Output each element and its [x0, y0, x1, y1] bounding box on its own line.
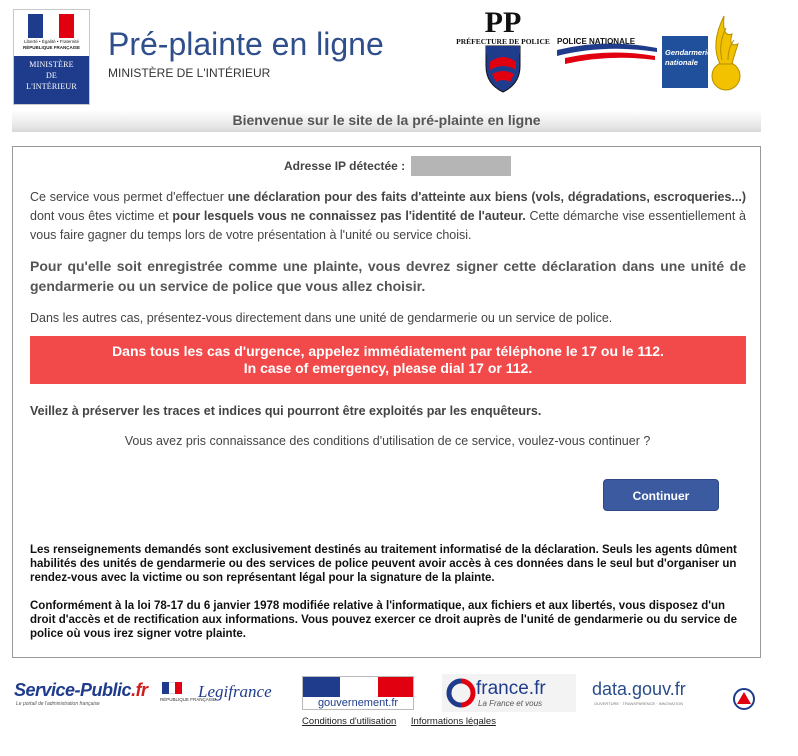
grenade-flame-icon — [662, 14, 748, 100]
france-fr-logo[interactable] — [442, 674, 576, 712]
page-title: Pré-plainte en ligne — [108, 26, 384, 62]
gendarmerie-text: nationale — [665, 58, 698, 67]
tricolor-bar-icon — [303, 677, 414, 697]
welcome-heading: Bienvenue sur le site de la pré-plainte en ligne — [232, 112, 541, 128]
main-content-box — [12, 146, 761, 658]
legifrance-logo[interactable] — [156, 680, 280, 710]
intro-paragraph — [30, 188, 746, 245]
prefecture-logo-text: PRÉFECTURE DE POLICE — [456, 37, 550, 46]
emergency-text-en: In case of emergency, please dial 17 or 112. — [243, 360, 533, 376]
legifrance-sub: RÉPUBLIQUE FRANÇAISE — [160, 697, 217, 702]
other-cases-text: Dans les autres cas, présentez-vous directement dans une unité de gendarmerie ou un service de police. — [30, 311, 613, 325]
svg-text:PP: PP — [484, 6, 522, 39]
page-subtitle: MINISTÈRE DE L'INTÉRIEUR — [108, 66, 271, 80]
intro-text: dont vous êtes victime et — [30, 209, 173, 223]
ip-address-value-redacted — [411, 156, 511, 176]
police-logo-text: POLICE NATIONALE — [557, 37, 636, 46]
france-fr-sub: La France et vous — [478, 699, 543, 708]
gouvernement-logo[interactable] — [302, 676, 414, 710]
prefecture-emblem-icon — [452, 4, 554, 96]
gouvernement-text: gouvernement.fr — [317, 697, 399, 709]
civil-protection-logo[interactable] — [733, 688, 755, 710]
legifrance-text: Legifrance — [198, 682, 272, 701]
ministry-motto — [14, 39, 89, 51]
emergency-text-fr: Dans tous les cas d'urgence, appelez immédiatement par téléphone le 17 ou le 112. — [112, 343, 664, 359]
republic-line: RÉPUBLIQUE FRANÇAISE — [22, 45, 80, 50]
police-swoosh-icon — [555, 28, 660, 68]
emergency-banner — [30, 336, 746, 384]
france-fr-text: france.fr — [476, 678, 546, 699]
service-public-tld: .fr — [131, 680, 148, 700]
service-public-tagline: Le portail de l'administration française — [16, 701, 100, 707]
page-header — [0, 0, 798, 112]
ministry-name-line: DE — [45, 71, 58, 80]
gendarmerie-logo[interactable] — [662, 14, 748, 100]
motto-line: Liberté • Égalité • Fraternité — [24, 39, 79, 44]
ip-address-label: Adresse IP détectée : — [284, 159, 406, 173]
legal-notice-data-use: Les renseignements demandés sont exclusivement destinés au traitement informatisé de la déclaration. Seuls les agents dûment habilités des unités de gendarmerie ou des services de police peuvent avoir accès à ces données dans le seul but d'organiser un rendez-vous avec la victime ou son représentant légal pour la signature de la plainte. — [30, 544, 737, 584]
footer-links — [0, 716, 798, 727]
ministry-name-line: L'INTÉRIEUR — [26, 82, 77, 91]
ministry-name — [14, 56, 89, 104]
legal-notice-cnil: Conformément à la loi 78-17 du 6 janvier 1978 modifiée relative à l'informatique, aux fichiers et aux libertés, vous disposez d'un droit d'accès et de rectification aux informations. Vous pouvez exercer ce droit auprès de l'unité de gendarmerie ou du service de police où vous irez signer votre plainte. — [30, 600, 737, 640]
police-nationale-logo[interactable] — [555, 28, 660, 68]
data-gouv-text: data.gouv.fr — [592, 679, 686, 699]
data-gouv-sub: OUVERTURE · TRANSPARENCE · INNOVATION — [594, 701, 683, 706]
legal-information-link[interactable]: Informations légales — [410, 716, 496, 727]
data-gouv-logo[interactable] — [592, 679, 710, 709]
continue-question: Vous avez pris connaissance des conditions d'utilisation de ce service, voulez-vous continuer ? — [124, 434, 651, 448]
service-public-name: Service-Public — [14, 680, 132, 700]
france-fr-swirl-icon — [446, 678, 476, 708]
french-flag-icon — [162, 682, 182, 694]
service-public-text — [14, 680, 148, 701]
intro-text: Ce service vous permet d'effectuer — [30, 190, 228, 204]
complaint-notice: Pour qu'elle soit enregistrée comme une plainte, vous devrez signer cette déclaration dans une unité de gendarmerie ou un service de police que vous allez choisir. — [30, 258, 746, 294]
civil-protection-icon — [733, 688, 755, 710]
intro-bold-text: une déclaration pour des faits d'atteinte aux biens (vols, dégradations, escroqueries...) — [227, 190, 747, 204]
ministry-name-line: MINISTÈRE — [29, 60, 74, 69]
gendarmerie-text: Gendarmerie — [665, 48, 712, 57]
terms-of-use-link[interactable]: Conditions d'utilisation — [302, 716, 397, 727]
ministry-logo[interactable] — [13, 9, 90, 105]
service-public-logo[interactable] — [14, 674, 148, 710]
continue-button[interactable]: Continuer — [603, 479, 719, 511]
french-flag-icon — [28, 14, 74, 38]
preserve-evidence-text: Veillez à préserver les traces et indices qui pourront être exploités par les enquêteurs. — [30, 404, 542, 418]
intro-text: Cette démarche vise essentiellement à vous faire gagner du temps lors de votre présentation à l'unité ou service choisi. — [30, 209, 746, 242]
intro-bold-text: pour lesquels vous ne connaissez pas l'identité de l'auteur. — [172, 209, 526, 223]
prefecture-police-logo[interactable] — [452, 4, 554, 96]
